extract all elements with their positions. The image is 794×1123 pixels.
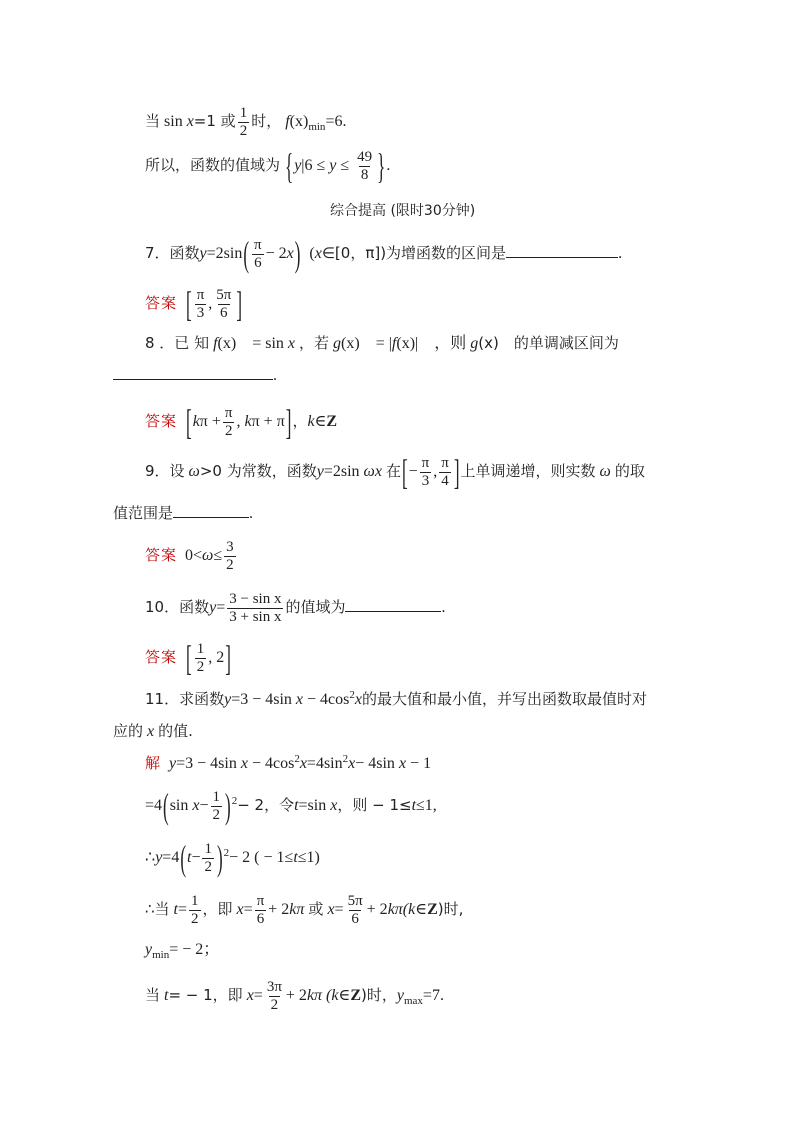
var: x [192, 797, 200, 815]
fraction: $\frac{49}{8}$ [357, 149, 373, 183]
text: =2sin [206, 245, 243, 263]
text: . [386, 157, 391, 175]
fraction: $\frac{5\pi}{6}$ [216, 287, 232, 321]
var: x [236, 901, 244, 919]
text: =4sin [306, 755, 343, 772]
fraction: $\frac{\pi}{2}$ [224, 405, 233, 439]
text: + 2 [366, 901, 388, 919]
var: ω [188, 463, 200, 481]
var: t [173, 901, 178, 919]
text: ( [309, 245, 315, 263]
var: y [329, 157, 337, 175]
fraction: $\frac{\pi}{4}$ [441, 455, 449, 489]
text: 当 [145, 112, 161, 131]
fraction: $\frac{\pi}{3}$ [196, 287, 205, 321]
question-11-line-2 [113, 724, 193, 740]
text: + 2 [268, 901, 290, 919]
fraction: $\frac{1}{2}$ [204, 841, 212, 875]
text: = [243, 901, 253, 919]
var: x [348, 755, 356, 772]
answer-blank[interactable] [345, 610, 441, 612]
text: , [208, 295, 213, 313]
question-9 [145, 452, 645, 493]
text: 的取 [614, 462, 645, 481]
text: 的值. [158, 722, 193, 740]
solution-line-6 [145, 980, 444, 1013]
solution-line-3 [145, 838, 320, 879]
var: x [299, 755, 307, 772]
text: − [199, 797, 209, 815]
text: 2 [216, 649, 225, 667]
text: =4 [162, 849, 180, 867]
text: = [334, 901, 344, 919]
line-min-value [145, 106, 346, 139]
text: − 2 [265, 245, 287, 263]
text: ，则 − 1≤ [337, 796, 412, 815]
text: − 4sin [355, 755, 395, 772]
text: sin [164, 113, 183, 131]
text: (x) 的单调减区间为 [478, 334, 619, 352]
text: =sin [298, 797, 327, 815]
var: t [164, 987, 169, 1005]
var: y [169, 755, 177, 772]
var: y [316, 463, 324, 481]
fraction: $\frac{1}{2}$ [239, 105, 248, 139]
question-8 [145, 336, 619, 352]
text: . [618, 245, 623, 263]
superscript: 2 [231, 795, 238, 808]
text: 值范围是 [113, 504, 174, 522]
var: y [209, 599, 217, 617]
text: =1 或 [193, 112, 236, 131]
text: (x) [289, 113, 309, 131]
right-brace: } [377, 146, 386, 187]
var: ωx [363, 463, 382, 481]
var: y [294, 157, 302, 175]
fraction: $\frac{\pi}{6}$ [256, 893, 265, 927]
text: (x)| ，则 [396, 335, 467, 352]
var: ω [599, 463, 611, 481]
text: = − 1，即 [168, 986, 243, 1005]
fraction: $\frac{5\pi}{6}$ [347, 893, 363, 927]
var: t [293, 849, 298, 867]
var: x [287, 335, 296, 352]
var: x [330, 797, 338, 815]
var: x [314, 245, 322, 263]
solution-label: 解 [145, 754, 162, 772]
text: 或 [308, 900, 324, 919]
var: x [295, 691, 304, 708]
question-7 [145, 234, 623, 275]
text: =2sin [323, 463, 360, 481]
var: ω [202, 547, 214, 565]
answer-label: 答案 [145, 546, 178, 565]
fraction: $\frac{3}{2}$ [226, 539, 234, 573]
text: − 4cos [307, 691, 350, 708]
text: , [236, 413, 241, 431]
right-paren: ) [225, 786, 231, 827]
text: . [441, 599, 446, 617]
text: π + π [251, 413, 285, 431]
fraction: $\frac{\pi}{3}$ [421, 455, 430, 489]
text: 的值域为 [285, 598, 346, 617]
superscript: 2 [349, 689, 355, 701]
solution-line-5 [145, 942, 219, 961]
left-bracket: [ [186, 402, 192, 443]
var: kπ [289, 901, 305, 919]
text: , [433, 463, 438, 481]
var: t [411, 797, 417, 815]
answer-blank[interactable] [113, 378, 273, 380]
left-bracket: [ [186, 638, 192, 679]
text: sin [169, 797, 189, 815]
var: kπ (k [306, 987, 339, 1005]
text: 10．函数 [145, 598, 210, 617]
question-8-blank-line [113, 368, 277, 384]
var: y [396, 987, 404, 1005]
var: y [199, 245, 207, 263]
text: − 2 ( − 1≤ [229, 849, 294, 867]
solution-line-1 [145, 754, 431, 772]
var: t [294, 797, 299, 815]
subscript: max [403, 995, 423, 1008]
text: 在 [385, 462, 401, 481]
left-paren: ( [243, 234, 250, 275]
integers-symbol: Z [350, 987, 361, 1005]
subscript: min [152, 949, 170, 961]
var: f [213, 335, 218, 352]
answer-10 [145, 638, 232, 679]
text: =7. [422, 987, 444, 1005]
text: = − 2； [169, 941, 220, 958]
text: π + [199, 413, 221, 431]
var: f [285, 113, 290, 131]
text: = [216, 599, 226, 617]
var: f [391, 335, 397, 352]
line-range [145, 146, 391, 187]
text: − [191, 849, 201, 867]
text: 当 [145, 986, 161, 1005]
solution-line-2 [145, 786, 437, 827]
integers-symbol: Z [427, 901, 438, 919]
var: x [147, 723, 155, 740]
var: g [470, 335, 479, 352]
right-bracket: ] [453, 452, 460, 493]
var: x [327, 901, 335, 919]
superscript: 2 [342, 753, 349, 765]
text: − 1 [410, 755, 432, 772]
var: y [145, 941, 153, 958]
var: t [187, 849, 192, 867]
var: k [307, 413, 315, 431]
superscript: 2 [223, 847, 230, 860]
text: 9．设 [145, 462, 185, 481]
fraction: $\frac{\pi}{6}$ [254, 237, 262, 271]
text: . [273, 367, 277, 384]
var: x [354, 691, 362, 708]
var: x [186, 113, 194, 131]
question-9-line-2 [113, 506, 253, 522]
var: y [155, 849, 163, 867]
right-paren: ) [216, 838, 223, 879]
text: 11．求函数 [145, 690, 225, 708]
integers-symbol: Z [326, 413, 338, 431]
text: =4 [145, 797, 163, 815]
text: ∴ [145, 849, 156, 867]
text: ≤ [213, 547, 223, 565]
text: 时， [251, 112, 282, 131]
fraction: $\frac{3\pi}{2}$ [266, 979, 282, 1013]
var: x [246, 987, 254, 1005]
var: x [398, 755, 407, 772]
text: =3 − 4sin [176, 755, 237, 772]
answer-8 [145, 402, 338, 443]
text: (x) = | [341, 335, 392, 352]
right-bracket: ] [285, 402, 292, 443]
text: ，即 [202, 900, 233, 919]
text: = [178, 901, 188, 919]
text: 0< [185, 547, 203, 565]
text: ，若 [299, 334, 330, 352]
question-10 [145, 592, 445, 625]
left-bracket: [ [401, 452, 408, 493]
text: ∈ [314, 413, 327, 431]
fraction: $\frac{1}{2}$ [212, 789, 221, 823]
var: x [240, 755, 248, 772]
right-paren: ) [294, 234, 301, 275]
text: − [408, 463, 418, 481]
text: ∈ [415, 901, 428, 919]
answer-label: 答案 [145, 648, 178, 667]
answer-blank[interactable] [506, 256, 618, 258]
text: 上单调递增，则实数 [460, 462, 596, 481]
text: 应的 [113, 722, 144, 740]
fraction: $\frac{1}{2}$ [191, 893, 199, 927]
answer-7 [145, 284, 243, 325]
fraction: $\frac{\text{3 − sin x}}{\text{3 + sin x}}$ [229, 591, 282, 625]
text: , [208, 649, 213, 667]
text: ， [292, 412, 308, 431]
right-bracket: ] [236, 284, 243, 325]
text: |6 ≤ [301, 157, 326, 175]
right-bracket: ] [225, 638, 231, 679]
text: = [253, 987, 263, 1005]
answer-blank[interactable] [173, 516, 249, 518]
section-heading: 综合提高 (限时30分钟) [330, 203, 476, 219]
text: 8 ．已 知 [145, 334, 210, 352]
text: 7．函数 [145, 244, 200, 263]
text: 所以，函数的值域为 [145, 156, 281, 175]
text: ≤1) [297, 849, 320, 867]
text: . [249, 505, 254, 522]
text: =3 − 4sin [231, 691, 292, 708]
var: k [192, 413, 200, 431]
fraction: $\frac{1}{2}$ [196, 641, 205, 675]
text: − 2，令 [237, 796, 295, 815]
left-bracket: [ [186, 284, 192, 325]
subscript: min [308, 121, 326, 134]
answer-9 [145, 540, 238, 573]
text: ∴当 [145, 900, 170, 919]
question-11 [145, 690, 647, 708]
var: y [224, 691, 232, 708]
text: + 2 [285, 987, 307, 1005]
text: =6. [325, 113, 347, 131]
left-brace: { [285, 146, 294, 187]
text: ∈[0，π])为增函数的区间是 [321, 244, 507, 263]
text: (x) = sin [217, 335, 284, 352]
left-paren: ( [180, 838, 186, 879]
var: g [333, 335, 342, 352]
left-paren: ( [163, 786, 169, 827]
answer-label: 答案 [145, 412, 178, 431]
text: >0 为常数，函数 [199, 462, 317, 481]
text: ≤1, [416, 797, 437, 815]
var: k [244, 413, 252, 431]
answer-label: 答案 [145, 294, 178, 313]
var: x [286, 245, 294, 263]
var: kπ(k [387, 901, 416, 919]
text: − 4cos [251, 755, 295, 772]
solution-line-4 [145, 894, 463, 927]
text: ≤ [340, 157, 350, 175]
text: )时， [361, 986, 397, 1005]
text: ∈ [338, 987, 351, 1005]
text: 的最大值和最小值，并写出函数取最值时对 [362, 690, 648, 708]
superscript: 2 [294, 753, 300, 765]
text: )时, [437, 900, 464, 919]
